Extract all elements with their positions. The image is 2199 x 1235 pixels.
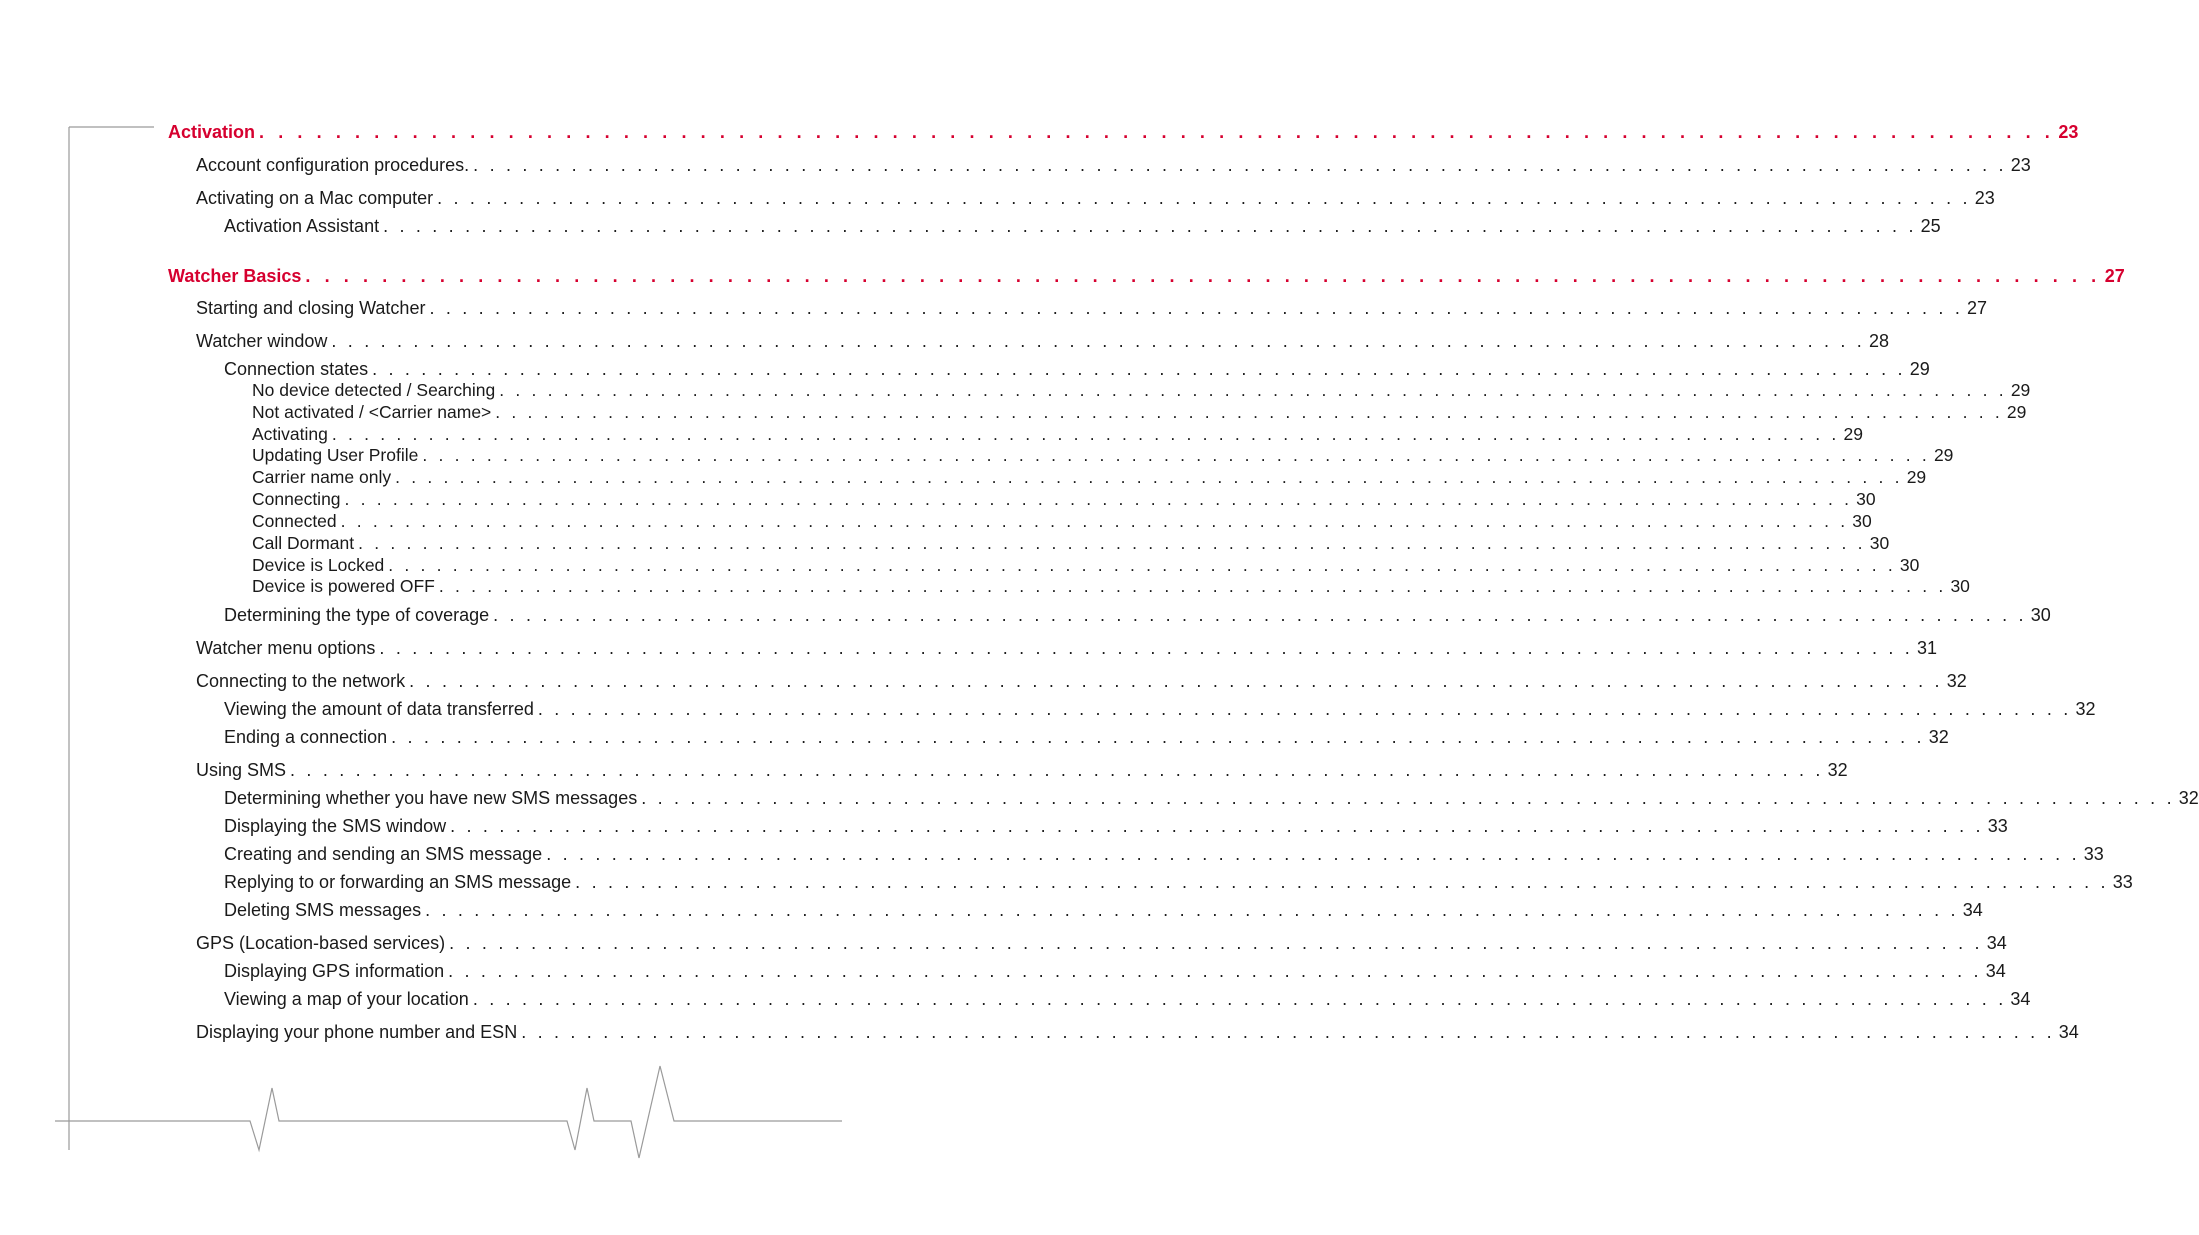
toc-dot-leader: . . . . . . . . . . . . . . . . . . . . . . . . . . . . . . . . . . . . . . . . . . . . . . . . . . . . . . . . . . . . . . . . . . . . . . . . . . . . . . . . . . . . . . . . . . . . . . [331, 331, 1865, 351]
toc-entry-subsubsection[interactable] [252, 511, 1872, 532]
toc-dot-leader: . . . . . . . . . . . . . . . . . . . . . . . . . . . . . . . . . . . . . . . . . . . . . . . . . . . . . . . . . . . . . . . . . . . . . . . . . . . . . . . . . . . . . . . . . . . . . . [429, 298, 1964, 318]
toc-entry-subsubsection[interactable] [252, 576, 1970, 597]
toc-entry-section[interactable] [196, 932, 2007, 954]
toc-entry-title: Displaying GPS information [224, 961, 445, 981]
toc-entry-title: Watcher window [196, 331, 328, 351]
toc-entry-title: Carrier name only [252, 467, 392, 487]
toc-page-number: 29 [1843, 424, 1863, 444]
toc-page-number: 31 [1917, 638, 1938, 658]
toc-entry-title: Displaying your phone number and ESN [196, 1022, 518, 1042]
toc-page-number: 33 [2083, 844, 2104, 864]
toc-page-number: 34 [1962, 900, 1983, 920]
toc-page-number: 33 [2112, 872, 2133, 892]
toc-dot-leader: . . . . . . . . . . . . . . . . . . . . . . . . . . . . . . . . . . . . . . . . . . . . . . . . . . . . . . . . . . . . . . . . . . . . . . . . . . . . . . . . . . . . . . . . . . . . . . [358, 533, 1866, 553]
toc-entry-subsubsection[interactable] [252, 533, 1890, 554]
toc-entry-subsection[interactable] [224, 871, 2133, 893]
toc-entry-title: GPS (Location-based services) [196, 933, 446, 953]
heartbeat-line-decoration [55, 1066, 842, 1158]
toc-dot-leader: . . . . . . . . . . . . . . . . . . . . . . . . . . . . . . . . . . . . . . . . . . . . . . . . . . . . . . . . . . . . . . . . . . . . . . . . . . . . . . . . . . . . . . . . . . . . . . [379, 638, 1914, 658]
toc-entry-subsection[interactable] [224, 215, 1941, 237]
toc-entry-title: Watcher Basics [168, 266, 302, 286]
toc-dot-leader: . . . . . . . . . . . . . . . . . . . . . . . . . . . . . . . . . . . . . . . . . . . . . . . . . . . . . . . . . . . . . . . . . . . . . . . . . . . . . . . . . . . . . . . . . . . . . . [546, 844, 2080, 864]
toc-page-number: 34 [2010, 989, 2031, 1009]
toc-dot-leader: . . . . . . . . . . . . . . . . . . . . . . . . . . . . . . . . . . . . . . . . . . . . . . . . . . . . . . . . . . . . . . . . . . . . . . . . . . . . . . . . . . . . . . . . . . . . . . [391, 727, 1925, 747]
toc-entry-subsection[interactable] [224, 358, 1930, 380]
toc-dot-leader: . . . . . . . . . . . . . . . . . . . . . . . . . . . . . . . . . . . . . . . . . . . . . . . . . . . . . . . . . . . . . . . . . . . . . . . . . . . . . . . . . . . . . . . . . . . . . . [422, 445, 1930, 465]
toc-page-number: 34 [2058, 1022, 2079, 1042]
toc-dot-leader: . . . . . . . . . . . . . . . . . . . . . . . . . . . . . . . . . . . . . . . . . . . . . . . . . . . . . . . . . . . . . . . . . . . . . . . . . . . . . . . . . . . . . . . . . . . . . . [425, 900, 1959, 920]
toc-entry-title: Device is Locked [252, 555, 385, 575]
toc-dot-leader: . . . . . . . . . . . . . . . . . . . . . . . . . . . . . . . . . . . . . . . . . . . . . . . . . . . . . . . . . . . . . . . . . . . . . . . . . . . . . . . . . . . . . . . . . . . . . . [537, 699, 2072, 719]
toc-entry-title: Replying to or forwarding an SMS message [224, 872, 572, 892]
toc-entry-title: Activating [252, 424, 328, 444]
toc-entry-title: Activation Assistant [224, 216, 380, 236]
toc-entry-section[interactable] [196, 759, 1848, 781]
toc-dot-leader: . . . . . . . . . . . . . . . . . . . . . . . . . . . . . . . . . . . . . . . . . . . . . . . . . . . . . . . . . . . . . . . . . . . . . . . . . . . . . . . . . . . . . . . . . . . . . . [305, 266, 2101, 286]
toc-entry-subsection[interactable] [224, 604, 2051, 626]
toc-entry-title: Connected [252, 511, 337, 531]
toc-entry-section[interactable] [196, 187, 1995, 209]
toc-page-number: 30 [2030, 605, 2051, 625]
toc-page-number: 23 [2010, 155, 2031, 175]
toc-dot-leader: . . . . . . . . . . . . . . . . . . . . . . . . . . . . . . . . . . . . . . . . . . . . . . . . . . . . . . . . . . . . . . . . . . . . . . . . . . . . . . . . . . . . . . . . . . . . . . [383, 216, 1917, 236]
toc-dot-leader: . . . . . . . . . . . . . . . . . . . . . . . . . . . . . . . . . . . . . . . . . . . . . . . . . . . . . . . . . . . . . . . . . . . . . . . . . . . . . . . . . . . . . . . . . . . . . . [340, 511, 1849, 531]
toc-dot-leader: . . . . . . . . . . . . . . . . . . . . . . . . . . . . . . . . . . . . . . . . . . . . . . . . . . . . . . . . . . . . . . . . . . . . . . . . . . . . . . . . . . . . . . . . . . . . . . [372, 359, 1906, 379]
toc-page-number: 27 [1967, 298, 1988, 318]
toc-page-number: 23 [2058, 122, 2079, 142]
toc-entry-section[interactable] [196, 670, 1967, 692]
toc-entry-title: Deleting SMS messages [224, 900, 422, 920]
toc-entry-section[interactable] [196, 1021, 2079, 1043]
toc-entry-chapter[interactable] [168, 265, 2125, 287]
toc-entry-subsection[interactable] [224, 960, 2006, 982]
toc-dot-leader: . . . . . . . . . . . . . . . . . . . . . . . . . . . . . . . . . . . . . . . . . . . . . . . . . . . . . . . . . . . . . . . . . . . . . . . . . . . . . . . . . . . . . . . . . . . . . . [344, 489, 1853, 509]
toc-page-number: 29 [1906, 467, 1927, 487]
toc-entry-title: No device detected / Searching [252, 380, 496, 400]
toc-entry-subsection[interactable] [224, 988, 2031, 1010]
toc-dot-leader: . . . . . . . . . . . . . . . . . . . . . . . . . . . . . . . . . . . . . . . . . . . . . . . . . . . . . . . . . . . . . . . . . . . . . . . . . . . . . . . . . . . . . . . . . . . . . . [331, 424, 1840, 444]
toc-entry-subsection[interactable] [224, 726, 1949, 748]
toc-entry-subsubsection[interactable] [252, 402, 2027, 423]
toc-dot-leader: . . . . . . . . . . . . . . . . . . . . . . . . . . . . . . . . . . . . . . . . . . . . . . . . . . . . . . . . . . . . . . . . . . . . . . . . . . . . . . . . . . . . . . . . . . . . . . [575, 872, 2109, 892]
toc-dot-leader: . . . . . . . . . . . . . . . . . . . . . . . . . . . . . . . . . . . . . . . . . . . . . . . . . . . . . . . . . . . . . . . . . . . . . . . . . . . . . . . . . . . . . . . . . . . . . . [438, 576, 1947, 596]
toc-page-number: 30 [1899, 555, 1920, 575]
toc-entry-title: Determining whether you have new SMS messages [224, 788, 638, 808]
toc-entry-subsubsection[interactable] [252, 467, 1927, 488]
toc-entry-title: Using SMS [196, 760, 287, 780]
toc-page-number: 32 [1827, 760, 1848, 780]
toc-page-number: 32 [2178, 788, 2199, 808]
toc-entry-subsection[interactable] [224, 787, 2199, 809]
toc-entry-subsubsection[interactable] [252, 424, 1863, 445]
toc-entry-title: Starting and closing Watcher [196, 298, 426, 318]
toc-page-number: 30 [1869, 533, 1890, 553]
toc-page-number: 34 [1985, 961, 2006, 981]
toc-page-number: 33 [1987, 816, 2008, 836]
toc-dot-leader: . . . . . . . . . . . . . . . . . . . . . . . . . . . . . . . . . . . . . . . . . . . . . . . . . . . . . . . . . . . . . . . . . . . . . . . . . . . . . . . . . . . . . . . . . . . . . . [290, 760, 1824, 780]
toc-entry-subsection[interactable] [224, 843, 2104, 865]
toc-dot-leader: . . . . . . . . . . . . . . . . . . . . . . . . . . . . . . . . . . . . . . . . . . . . . . . . . . . . . . . . . . . . . . . . . . . . . . . . . . . . . . . . . . . . . . . . . . . . . . [450, 816, 1984, 836]
toc-entry-subsection[interactable] [224, 899, 1983, 921]
toc-entry-title: Viewing the amount of data transferred [224, 699, 534, 719]
toc-entry-title: Connection states [224, 359, 369, 379]
toc-entry-title: Displaying the SMS window [224, 816, 447, 836]
toc-dot-leader: . . . . . . . . . . . . . . . . . . . . . . . . . . . . . . . . . . . . . . . . . . . . . . . . . . . . . . . . . . . . . . . . . . . . . . . . . . . . . . . . . . . . . . . . . . . . . . [472, 989, 2007, 1009]
toc-entry-subsubsection[interactable] [252, 445, 1954, 466]
toc-page-number: 32 [1928, 727, 1949, 747]
toc-dot-leader: . . . . . . . . . . . . . . . . . . . . . . . . . . . . . . . . . . . . . . . . . . . . . . . . . . . . . . . . . . . . . . . . . . . . . . . . . . . . . . . . . . . . . . . . . . . . . . [473, 155, 2007, 175]
toc-entry-section[interactable] [196, 637, 1938, 659]
toc-entry-title: Connecting [252, 489, 341, 509]
toc-entry-title: Activating on a Mac computer [196, 188, 434, 208]
toc-dot-leader: . . . . . . . . . . . . . . . . . . . . . . . . . . . . . . . . . . . . . . . . . . . . . . . . . . . . . . . . . . . . . . . . . . . . . . . . . . . . . . . . . . . . . . . . . . . . . . [499, 380, 2007, 400]
toc-entry-title: Determining the type of coverage [224, 605, 490, 625]
toc-dot-leader: . . . . . . . . . . . . . . . . . . . . . . . . . . . . . . . . . . . . . . . . . . . . . . . . . . . . . . . . . . . . . . . . . . . . . . . . . . . . . . . . . . . . . . . . . . . . . . [448, 961, 1982, 981]
toc-page-number: 32 [2075, 699, 2096, 719]
toc-dot-leader: . . . . . . . . . . . . . . . . . . . . . . . . . . . . . . . . . . . . . . . . . . . . . . . . . . . . . . . . . . . . . . . . . . . . . . . . . . . . . . . . . . . . . . . . . . . . . . [641, 788, 2175, 808]
toc-page-number: 32 [1946, 671, 1967, 691]
toc-entry-title: Connecting to the network [196, 671, 406, 691]
toc-entry-title: Account configuration procedures. [196, 155, 470, 175]
toc-dot-leader: . . . . . . . . . . . . . . . . . . . . . . . . . . . . . . . . . . . . . . . . . . . . . . . . . . . . . . . . . . . . . . . . . . . . . . . . . . . . . . . . . . . . . . . . . . . . . . [521, 1022, 2055, 1042]
toc-page-number: 25 [1920, 216, 1941, 236]
toc-entry-title: Activation [168, 122, 256, 142]
toc-page-number: 23 [1974, 188, 1995, 208]
toc-page-number: 30 [1856, 489, 1876, 509]
toc-dot-leader: . . . . . . . . . . . . . . . . . . . . . . . . . . . . . . . . . . . . . . . . . . . . . . . . . . . . . . . . . . . . . . . . . . . . . . . . . . . . . . . . . . . . . . . . . . . . . . [395, 467, 1903, 487]
toc-entry-title: Viewing a map of your location [224, 989, 469, 1009]
toc-entry-subsection[interactable] [224, 815, 2008, 837]
toc-page-number: 34 [1986, 933, 2007, 953]
toc-page-number: 29 [1933, 445, 1954, 465]
toc-entry-title: Device is powered OFF [252, 576, 435, 596]
toc-dot-leader: . . . . . . . . . . . . . . . . . . . . . . . . . . . . . . . . . . . . . . . . . . . . . . . . . . . . . . . . . . . . . . . . . . . . . . . . . . . . . . . . . . . . . . . . . . . . . . [388, 555, 1896, 575]
toc-dot-leader: . . . . . . . . . . . . . . . . . . . . . . . . . . . . . . . . . . . . . . . . . . . . . . . . . . . . . . . . . . . . . . . . . . . . . . . . . . . . . . . . . . . . . . . . . . . . . . [449, 933, 1983, 953]
toc-entry-title: Watcher menu options [196, 638, 376, 658]
toc-dot-leader: . . . . . . . . . . . . . . . . . . . . . . . . . . . . . . . . . . . . . . . . . . . . . . . . . . . . . . . . . . . . . . . . . . . . . . . . . . . . . . . . . . . . . . . . . . . . . . [259, 122, 2055, 142]
toc-page-number: 29 [1909, 359, 1930, 379]
toc-page-number: 27 [2104, 266, 2125, 286]
toc-entry-chapter[interactable] [168, 121, 2079, 143]
toc-page-number: 29 [2006, 402, 2027, 422]
toc-dot-leader: . . . . . . . . . . . . . . . . . . . . . . . . . . . . . . . . . . . . . . . . . . . . . . . . . . . . . . . . . . . . . . . . . . . . . . . . . . . . . . . . . . . . . . . . . . . . . . [493, 605, 2027, 625]
toc-entry-subsubsection[interactable] [252, 555, 1920, 576]
toc-page-number: 28 [1868, 331, 1890, 351]
toc-page-number: 30 [1852, 511, 1872, 531]
toc-dot-leader: . . . . . . . . . . . . . . . . . . . . . . . . . . . . . . . . . . . . . . . . . . . . . . . . . . . . . . . . . . . . . . . . . . . . . . . . . . . . . . . . . . . . . . . . . . . . . . [437, 188, 1971, 208]
toc-entry-title: Updating User Profile [252, 445, 419, 465]
toc-entry-subsection[interactable] [224, 698, 2096, 720]
toc-page-number: 30 [1950, 576, 1970, 596]
toc-entry-title: Call Dormant [252, 533, 355, 553]
toc-entry-section[interactable] [196, 154, 2031, 176]
toc-entry-title: Ending a connection [224, 727, 388, 747]
toc-entry-subsubsection[interactable] [252, 380, 2031, 401]
toc-entry-title: Not activated / <Carrier name> [252, 402, 492, 422]
toc-entry-section[interactable] [196, 330, 1890, 352]
toc-page-number: 29 [2010, 380, 2031, 400]
toc-entry-section[interactable] [196, 297, 1988, 319]
toc-dot-leader: . . . . . . . . . . . . . . . . . . . . . . . . . . . . . . . . . . . . . . . . . . . . . . . . . . . . . . . . . . . . . . . . . . . . . . . . . . . . . . . . . . . . . . . . . . . . . . [495, 402, 2003, 422]
toc-entry-subsubsection[interactable] [252, 489, 1876, 510]
toc-dot-leader: . . . . . . . . . . . . . . . . . . . . . . . . . . . . . . . . . . . . . . . . . . . . . . . . . . . . . . . . . . . . . . . . . . . . . . . . . . . . . . . . . . . . . . . . . . . . . . [409, 671, 1943, 691]
toc-entry-title: Creating and sending an SMS message [224, 844, 543, 864]
